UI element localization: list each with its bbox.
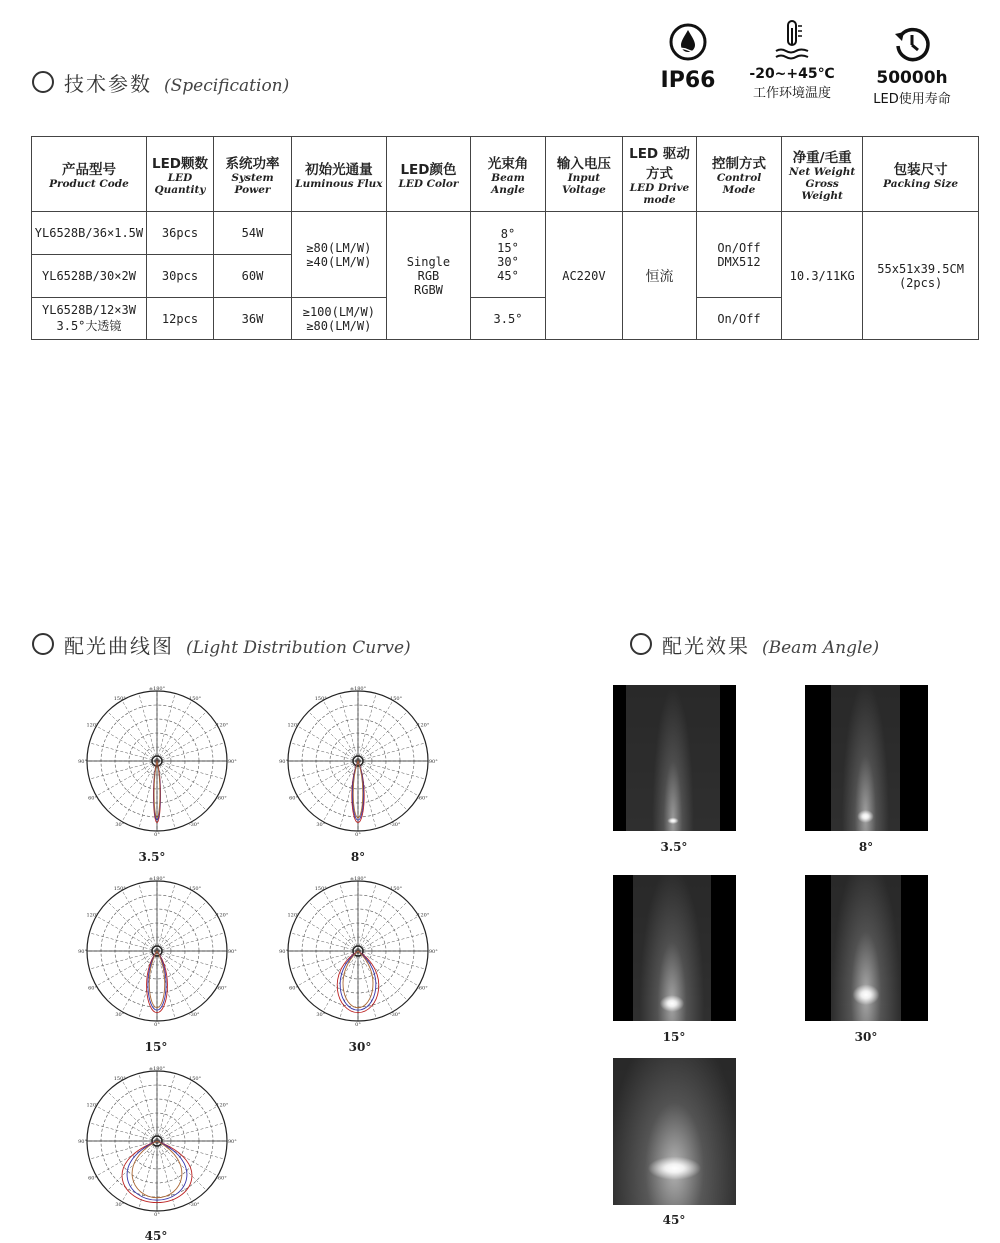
beam-wall — [633, 875, 711, 1021]
beam-effect-photo — [613, 875, 736, 1021]
polar-tick-label: -150° — [388, 695, 403, 702]
polar-tick-label: 120° — [86, 1102, 99, 1109]
cell-weight: 10.3/11KG — [782, 212, 863, 340]
feature-lifetime — [862, 24, 962, 107]
polar-tick-label: 30° — [115, 1012, 125, 1019]
polar-chart-label: 30° — [348, 1040, 372, 1054]
polar-tick-label: -90° — [226, 759, 237, 765]
beam-photo-label: 8° — [858, 840, 874, 854]
polar-tick-label: -150° — [187, 885, 202, 892]
beam-title-en: (Beam Angle) — [762, 638, 880, 658]
polar-tick-label: -30° — [188, 1012, 200, 1019]
polar-tick-label: -150° — [388, 885, 403, 892]
polar-tick-label: ±180° — [349, 876, 367, 882]
table-row — [32, 212, 979, 255]
polar-tick-label: 150° — [314, 695, 327, 702]
polar-tick-label: -30° — [188, 1202, 200, 1209]
table-header-row — [32, 137, 979, 212]
feature-temperature — [738, 18, 846, 101]
polar-tick-label: 150° — [113, 1075, 126, 1082]
polar-tick-label: -150° — [187, 695, 202, 702]
polar-tick-label: ±180° — [148, 1066, 166, 1072]
spec-title-cn: 技术参数 — [64, 72, 152, 96]
polar-tick-label: 150° — [314, 885, 327, 892]
cell-color: Single RGB RGBW — [386, 212, 470, 340]
polar-tick-label: -120° — [415, 722, 430, 729]
polar-tick-label: 0° — [355, 832, 361, 838]
cell-qty: 36pcs — [146, 212, 213, 255]
polar-tick-label: 120° — [287, 722, 300, 729]
beam-photo-label: 30° — [854, 1030, 878, 1044]
circle-bullet-icon — [630, 633, 652, 655]
cell-power: 54W — [214, 212, 292, 255]
lifetime-hours: 50000h — [876, 68, 948, 88]
ip-rating: IP66 — [660, 68, 716, 93]
polar-tick-label: 120° — [86, 912, 99, 919]
curve-section-title — [32, 630, 411, 659]
cell-packing: 55x51x39.5CM (2pcs) — [863, 212, 979, 340]
cell-flux: ≥100(LM/W) ≥80(LM/W) — [291, 298, 386, 340]
polar-tick-label: -120° — [214, 912, 229, 919]
header-drive: LED 驱动方式 LED Drive mode — [623, 137, 697, 212]
temperature-range: -20~+45℃ — [749, 66, 835, 82]
polar-tick-label: ±180° — [349, 686, 367, 692]
cell-beam: 3.5° — [471, 298, 546, 340]
polar-tick-label: -120° — [214, 722, 229, 729]
polar-chart — [279, 683, 438, 838]
feature-ip66 — [650, 22, 726, 93]
circle-bullet-icon — [32, 633, 54, 655]
polar-tick-label: -60° — [417, 795, 428, 802]
polar-tick-label: ±180° — [148, 876, 166, 882]
spec-title-en: (Specification) — [164, 76, 290, 96]
polar-tick-label: 90° — [78, 949, 87, 955]
cell-code: YL6528B/36×1.5W — [32, 212, 147, 255]
polar-tick-label: 30° — [115, 822, 125, 829]
polar-tick-label: -30° — [389, 822, 401, 829]
polar-tick-label: 60° — [289, 795, 298, 802]
polar-tick-label: -60° — [216, 985, 227, 992]
header-control: 控制方式 Control Mode — [696, 137, 781, 212]
polar-tick-label: -90° — [427, 949, 438, 955]
beam-photo-label: 3.5° — [660, 840, 688, 854]
beam-section-title — [630, 630, 879, 659]
header-weight: 净重/毛重 Net Weight Gross Weight — [782, 137, 863, 212]
polar-tick-label: 90° — [78, 1139, 87, 1145]
beam-effect-photo — [805, 685, 928, 831]
polar-chart — [78, 1063, 237, 1218]
polar-chart — [78, 683, 237, 838]
polar-tick-label: 60° — [88, 795, 97, 802]
polar-chart-label: 45° — [144, 1229, 168, 1243]
polar-tick-label: 0° — [154, 832, 160, 838]
polar-tick-label: 120° — [86, 722, 99, 729]
curve-title-en: (Light Distribution Curve) — [186, 638, 411, 658]
water-drop-icon — [668, 22, 708, 62]
polar-tick-label: -60° — [417, 985, 428, 992]
beam-photo-label: 15° — [662, 1030, 686, 1044]
cell-control: On/Off — [696, 298, 781, 340]
polar-tick-label: -150° — [187, 1075, 202, 1082]
clock-icon — [892, 24, 932, 64]
polar-tick-label: 30° — [115, 1202, 125, 1209]
polar-chart-label: 3.5° — [138, 850, 166, 864]
polar-tick-label: -90° — [226, 949, 237, 955]
polar-tick-label: -120° — [415, 912, 430, 919]
polar-chart — [279, 873, 438, 1028]
polar-tick-label: 60° — [289, 985, 298, 992]
curve-title-cn: 配光曲线图 — [64, 634, 174, 658]
header-flux: 初始光通量 Luminous Flux — [291, 137, 386, 212]
polar-tick-label: 90° — [279, 759, 288, 765]
polar-tick-label: -90° — [427, 759, 438, 765]
beam-title-cn: 配光效果 — [662, 634, 750, 658]
polar-tick-label: 150° — [113, 885, 126, 892]
cell-qty: 12pcs — [146, 298, 213, 340]
circle-bullet-icon — [32, 71, 54, 93]
spec-section-title — [32, 68, 289, 97]
header-product-code: 产品型号 Product Code — [32, 137, 147, 212]
polar-tick-label: 30° — [316, 1012, 326, 1019]
cell-code: YL6528B/30×2W — [32, 255, 147, 298]
cell-voltage: AC220V — [545, 212, 622, 340]
beam-photo-label: 45° — [662, 1213, 686, 1227]
header-power: 系统功率 System Power — [214, 137, 292, 212]
cell-beam: 8° 15° 30° 45° — [471, 212, 546, 298]
beam-wall — [831, 875, 901, 1021]
header-voltage: 输入电压 Input Voltage — [545, 137, 622, 212]
polar-tick-label: 0° — [154, 1212, 160, 1218]
polar-tick-label: -30° — [188, 822, 200, 829]
polar-tick-label: 90° — [78, 759, 87, 765]
cell-qty: 30pcs — [146, 255, 213, 298]
thermometer-icon — [772, 18, 812, 62]
header-beam: 光束角 Beam Angle — [471, 137, 546, 212]
beam-effect-photo — [613, 1058, 736, 1205]
polar-tick-label: 0° — [154, 1022, 160, 1028]
lifetime-label: LED使用寿命 — [873, 92, 951, 107]
beam-wall — [831, 685, 900, 831]
polar-tick-label: 120° — [287, 912, 300, 919]
cell-power: 36W — [214, 298, 292, 340]
beam-wall — [626, 685, 720, 831]
polar-tick-label: 90° — [279, 949, 288, 955]
header-color: LED颜色 LED Color — [386, 137, 470, 212]
polar-tick-label: 30° — [316, 822, 326, 829]
cell-power: 60W — [214, 255, 292, 298]
polar-tick-label: 150° — [113, 695, 126, 702]
cell-control: On/Off DMX512 — [696, 212, 781, 298]
polar-tick-label: 60° — [88, 1175, 97, 1182]
polar-tick-label: 0° — [355, 1022, 361, 1028]
header-packing: 包装尺寸 Packing Size — [863, 137, 979, 212]
polar-tick-label: -60° — [216, 1175, 227, 1182]
polar-chart-label: 15° — [144, 1040, 168, 1054]
polar-tick-label: -30° — [389, 1012, 401, 1019]
polar-tick-label: -120° — [214, 1102, 229, 1109]
temperature-label: 工作环境温度 — [752, 86, 831, 101]
polar-tick-label: ±180° — [148, 686, 166, 692]
beam-wall — [613, 1058, 736, 1205]
polar-tick-label: 60° — [88, 985, 97, 992]
spec-table — [31, 136, 979, 340]
polar-chart — [78, 873, 237, 1028]
header-led-qty: LED颗数 LED Quantity — [146, 137, 213, 212]
polar-chart-label: 8° — [350, 850, 366, 864]
beam-effect-photo — [805, 875, 928, 1021]
cell-drive: 恒流 — [623, 212, 697, 340]
cell-flux: ≥80(LM/W) ≥40(LM/W) — [291, 212, 386, 298]
cell-code: YL6528B/12×3W 3.5°大透镜 — [32, 298, 147, 340]
polar-tick-label: -90° — [226, 1139, 237, 1145]
polar-tick-label: -60° — [216, 795, 227, 802]
beam-effect-photo — [613, 685, 736, 831]
